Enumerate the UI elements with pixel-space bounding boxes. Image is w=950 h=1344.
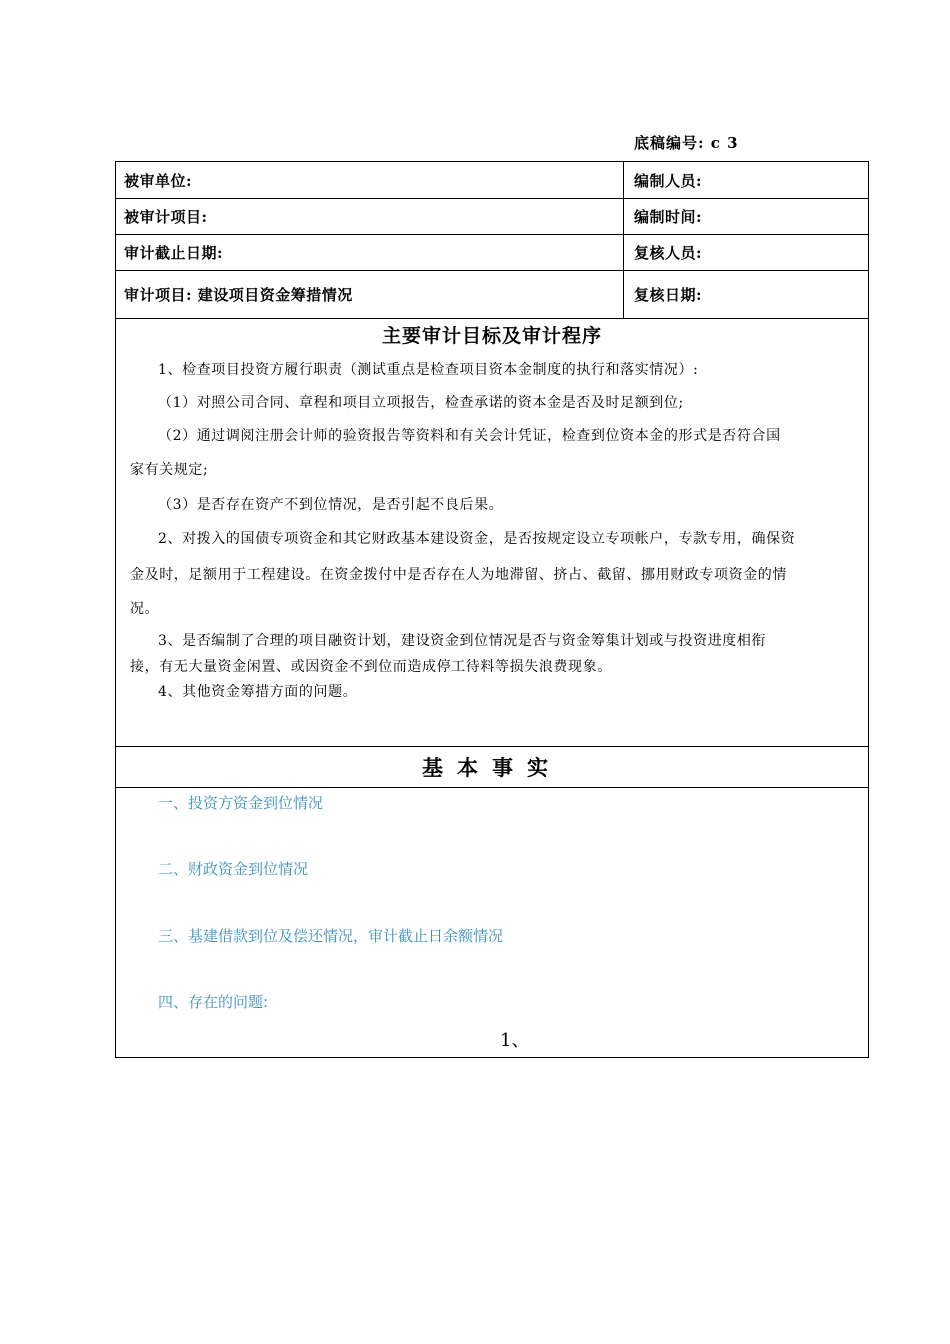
prepared-date-label: 编制时间: <box>634 208 703 226</box>
audit-procedures-section <box>116 319 868 747</box>
procedure-line: 2、对拨入的国债专项资金和其它财政基本建设资金，是否按规定设立专项帐户，专款专用，确保资 <box>158 531 796 547</box>
review-date-label: 复核日期: <box>634 286 703 304</box>
procedure-line: 4、其他资金筹措方面的问题。 <box>158 684 358 700</box>
fact-item: 三、基建借款到位及偿还情况，审计截止日余额情况 <box>158 927 504 945</box>
basic-facts-title: 基本事实 <box>116 747 868 788</box>
procedure-line: 家有关规定; <box>130 462 209 478</box>
procedures-title: 主要审计目标及审计程序 <box>381 325 602 347</box>
fact-item: 四、存在的问题: <box>158 993 269 1011</box>
info-row <box>116 271 868 319</box>
audit-item-label: 审计项目: 建设项目资金筹措情况 <box>116 271 624 318</box>
procedure-line: 1、检查项目投资方履行职责（测试重点是检查项目资本金制度的执行和落实情况）: <box>158 362 699 378</box>
procedure-line: （2）通过调阅注册会计师的验资报告等资料和有关会计凭证，检查到位资本金的形式是否符合国 <box>158 428 781 444</box>
issue-number: 1、 <box>500 1030 530 1051</box>
audited-project-label: 被审计项目: <box>116 199 624 234</box>
preparer-label: 编制人员: <box>634 171 703 190</box>
audited-unit-label: 被审单位: <box>116 162 624 198</box>
procedure-line: 况。 <box>130 601 160 617</box>
info-row <box>116 162 868 199</box>
reviewer-label: 复核人员: <box>634 244 703 262</box>
procedure-line: （1）对照公司合同、章程和项目立项报告，检查承诺的资本金是否及时足额到位; <box>158 395 684 411</box>
draft-number: 底稿编号: c 3 <box>634 134 739 152</box>
cutoff-date-label: 审计截止日期: <box>116 235 624 270</box>
procedure-line: 接，有无大量资金闲置、或因资金不到位而造成停工待料等损失浪费现象。 <box>130 659 612 675</box>
info-row <box>116 199 868 235</box>
audit-worksheet <box>115 161 869 1058</box>
procedure-line: （3）是否存在资产不到位情况，是否引起不良后果。 <box>158 497 504 513</box>
procedure-line: 金及时，足额用于工程建设。在资金拨付中是否存在人为地滞留、挤占、截留、挪用财政专项资金的情 <box>130 567 787 583</box>
fact-item: 一、投资方资金到位情况 <box>158 794 324 812</box>
procedure-line: 3、是否编制了合理的项目融资计划，建设资金到位情况是否与资金筹集计划或与投资进度相衔 <box>158 633 767 649</box>
info-row <box>116 235 868 271</box>
fact-item: 二、财政资金到位情况 <box>158 860 309 878</box>
